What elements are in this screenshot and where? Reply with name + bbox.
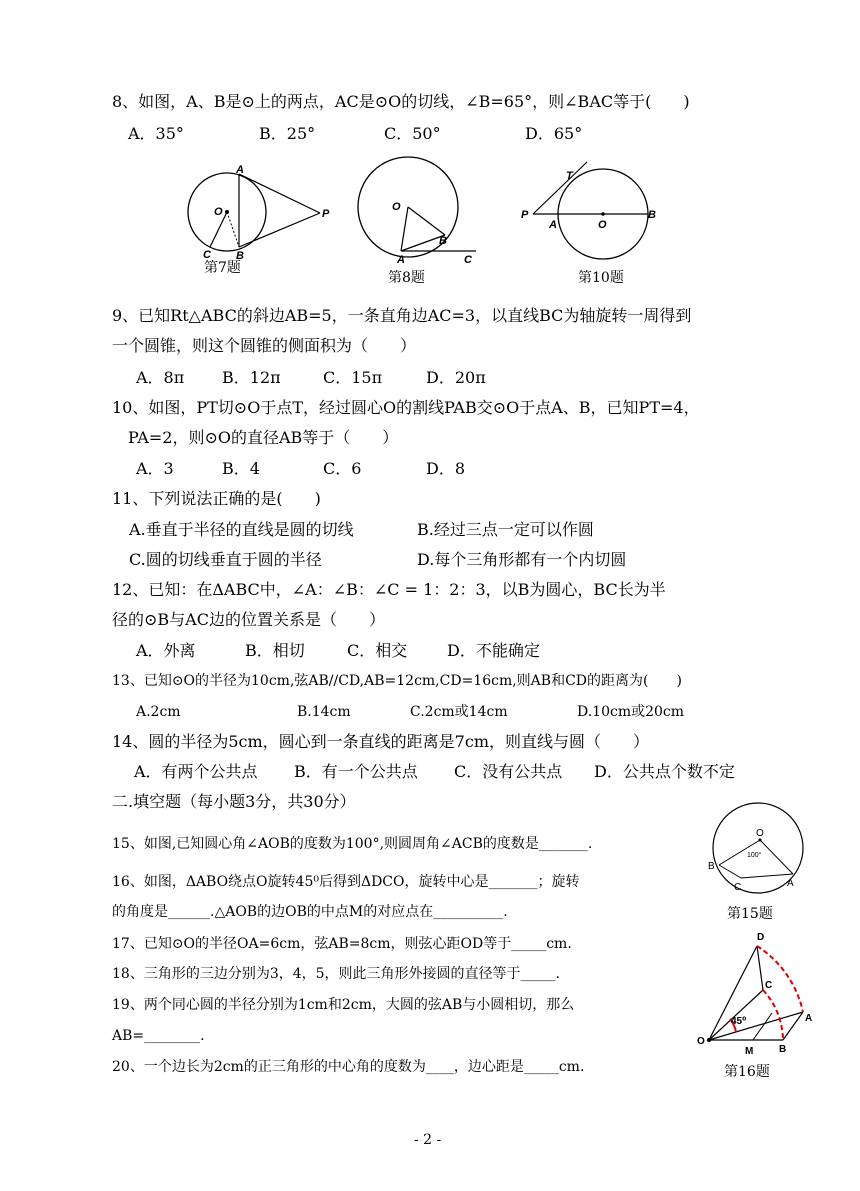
q19-stem-line1: 19、两个同心圆的半径分别为1cm和2cm，大圆的弦AB与小圆相切，那么 [112,997,575,1013]
q10-option-c: C．6 [323,459,362,478]
q8-option-a: A．35° [128,124,184,143]
fig16-label-b: B [779,1044,787,1055]
figure-15 [705,798,815,898]
q11-option-a: A.垂直于半径的直线是圆的切线 [129,520,354,539]
q9-option-b: B．12π [222,368,281,387]
fig15-label-b: B [708,861,715,872]
q17-stem: 17、已知⊙O的半径OA=6cm，弦AB=8cm，则弦心距OD等于_____cm. [112,936,572,952]
fig8-label-a: A [397,254,405,266]
fig15-angle-label: 100° [747,852,762,859]
figure-8 [350,155,490,265]
q12-stem-line1: 12、已知：在ΔABC中，∠A：∠B：∠C = 1：2：3，以B为圆心，BC长为半 [112,580,666,599]
q15-stem: 15、如图,已知圆心角∠AOB的度数为100°,则圆周角∠ACB的度数是_______. [112,836,593,852]
q16-stem-line1: 16、如图，ΔABO绕点O旋转45⁰后得到ΔDCO，旋转中心是_______；旋转 [112,874,580,890]
q14-option-a: A．有两个公共点 [134,762,258,781]
q10-stem-line1: 10、如图，PT切⊙O于点T，经过圆心O的割线PAB交⊙O于点A、B，已知PT=4， [112,398,700,417]
fig15-label-o: O [756,828,764,839]
fig16-caption: 第16题 [724,1064,770,1080]
fig16-label-m: M [745,1046,754,1057]
q11-stem: 11、下列说法正确的是( ) [112,489,321,508]
q10-option-b: B．4 [222,459,260,478]
q19-stem-line2: AB=________. [112,1028,205,1044]
fig8-label-b: B [439,235,447,247]
q8-option-d: D．65° [525,124,583,143]
fig8-caption: 第8题 [388,270,425,286]
fig10-label-p: P [521,209,529,221]
q9-option-c: C．15π [323,368,383,387]
fig15-label-a: A [787,878,794,889]
fig7-label-a: A [236,164,244,176]
q12-option-a: A．外离 [136,641,196,660]
fig8-label-o: O [392,201,401,213]
fig10-label-a: A [549,219,557,231]
q20-stem: 20、一个边长为2cm的正三角形的中心角的度数为____，边心距是_____cm. [112,1059,585,1075]
fig7-label-c: C [203,249,211,261]
q13-option-c: C.2cm或14cm [410,704,508,720]
fig10-label-b: B [648,209,656,221]
fig16-label-a: A [805,1013,813,1024]
q13-stem: 13、已知⊙O的半径为10cm,弦AB//CD,AB=12cm,CD=16cm,则AB和CD的距离为( ) [112,673,682,689]
fig7-label-b: B [236,250,244,262]
q10-option-d: D．8 [426,459,466,478]
q12-option-b: B．相切 [245,641,305,660]
q16-stem-line2: 的角度是______.△AOB的边OB的中点M的对应点在__________. [112,904,508,920]
fig7-label-p: P [322,208,330,220]
fig15-caption: 第15题 [727,906,773,922]
q9-stem-line1: 9、已知Rt△ABC的斜边AB=5，一条直角边AC=3，以直线BC为轴旋转一周得到 [112,306,692,325]
fig15-label-c: C [734,882,742,893]
q13-option-d: D.10cm或20cm [577,704,685,720]
fig16-label-d: D [757,932,765,943]
q14-option-d: D．公共点个数不定 [594,762,735,781]
q18-stem: 18、三角形的三边分别为3，4，5，则此三角形外接圆的直径等于_____. [112,966,560,982]
fig8-label-c: C [464,254,472,266]
q8-option-c: C．50° [384,124,441,143]
fig7-caption: 第7题 [204,260,241,276]
fig10-label-o: O [598,219,607,231]
fig16-label-c: C [765,980,773,991]
q14-option-c: C．没有公共点 [454,762,563,781]
fig16-label-o: O [697,1036,705,1047]
q12-option-d: D．不能确定 [447,641,540,660]
q12-option-c: C．相交 [347,641,408,660]
fig16-angle-label: 45⁰ [731,1016,747,1027]
section2-title: 二.填空题（每小题3分，共30分） [112,792,356,811]
q10-stem-line2: PA=2，则⊙O的直径AB等于（ ） [128,428,399,447]
fig7-label-o: O [214,206,223,218]
q9-option-d: D．20π [426,368,486,387]
q13-option-a: A.2cm [136,704,181,720]
q14-option-b: B．有一个公共点 [294,762,418,781]
figure-10 [519,160,669,270]
q11-option-b: B.经过三点一定可以作圆 [417,520,594,539]
page-number: - 2 - [414,1132,442,1148]
q12-stem-line2: 径的⊙B与AC边的位置关系是（ ） [112,610,385,629]
q11-option-d: D.每个三角形都有一个内切圆 [417,550,627,569]
fig10-caption: 第10题 [578,270,624,286]
q11-option-c: C.圆的切线垂直于圆的半径 [129,550,322,569]
q14-stem: 14、圆的半径为5cm，圆心到一条直线的距离是7cm，则直线与圆（ ） [112,732,649,751]
q9-stem-line2: 一个圆锥，则这个圆锥的侧面积为（ ） [112,336,417,355]
figure-7 [183,160,343,260]
q8-stem: 8、如图，A、B是⊙上的两点，AC是⊙O的切线，∠B=65°，则∠BAC等于( ) [112,92,690,111]
fig10-label-t: T [566,170,573,182]
q13-option-b: B.14cm [297,704,351,720]
figure-16 [697,928,817,1058]
q8-option-b: B．25° [259,124,316,143]
q9-option-a: A．8π [136,368,185,387]
q10-option-a: A．3 [136,459,174,478]
